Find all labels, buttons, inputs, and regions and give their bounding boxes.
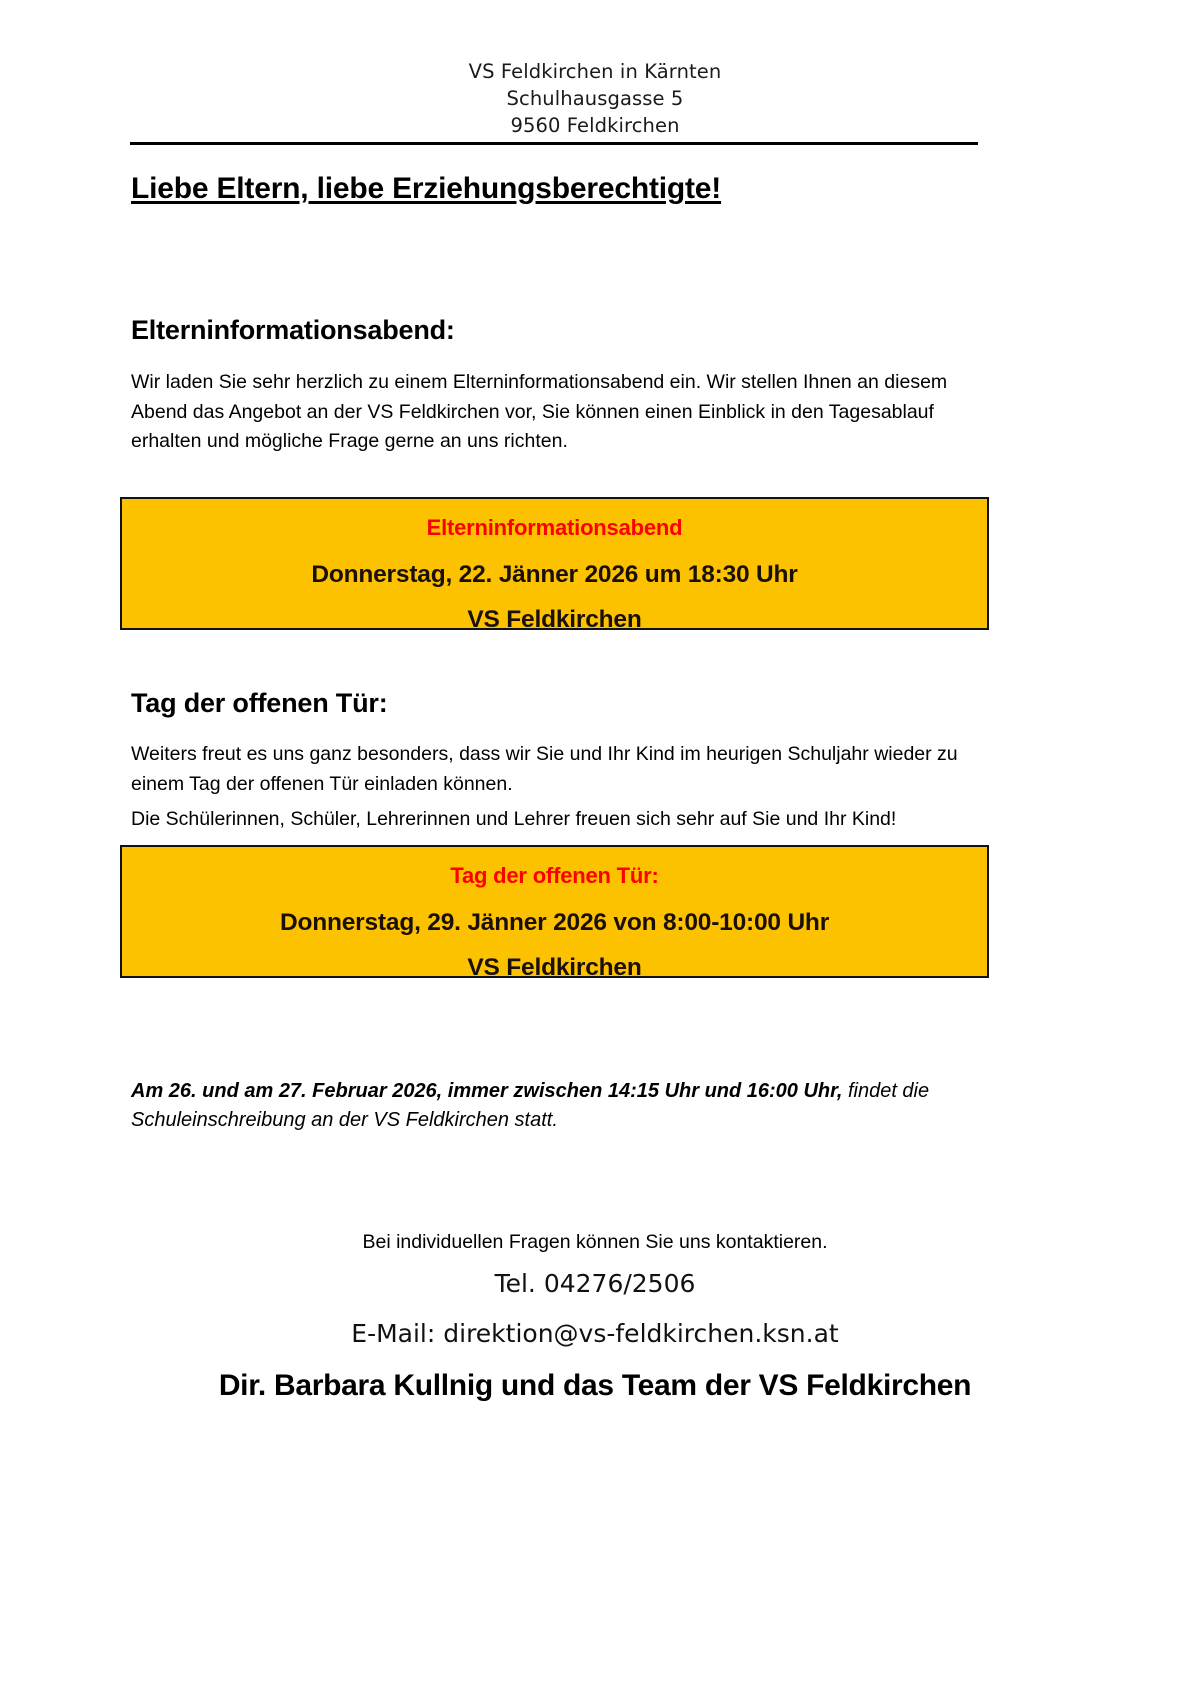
section-heading-parents-evening: Elterninformationsabend: [131, 315, 455, 345]
signature-line: Dir. Barbara Kullnig und das Team der VS Feldkirchen [218, 1369, 972, 1402]
highlight-box-date-open-day: Donnerstag, 29. Jänner 2026 von 8:00-10:00 Uhr [279, 909, 830, 936]
contact-email: E-Mail: direktion@vs-feldkirchen.ksn.at [351, 1319, 839, 1348]
highlight-box-title-open-day: Tag der offenen Tür: [450, 863, 659, 888]
enrollment-note [131, 1077, 991, 1135]
highlight-box-location-open-day: VS Feldkirchen [467, 954, 642, 981]
contact-telephone: Tel. 04276/2506 [494, 1269, 696, 1298]
highlight-box-date-parents-evening: Donnerstag, 22. Jänner 2026 um 18:30 Uhr [311, 561, 798, 588]
header-divider [130, 142, 978, 145]
letterhead-city: 9560 Feldkirchen [510, 114, 680, 137]
letterhead-school-name: VS Feldkirchen in Kärnten [468, 60, 722, 83]
enrollment-note-bold: Am 26. und am 27. Februar 2026, immer zwischen 14:15 Uhr und 16:00 Uhr, [131, 1080, 843, 1102]
paragraph-open-day-1: Weiters freut es uns ganz besonders, dass wir Sie und Ihr Kind im heurigen Schuljahr wieder zu einem Tag der offenen Tür einladen können. [131, 743, 958, 795]
highlight-box-title-parents-evening: Elterninformationsabend [426, 515, 683, 540]
highlight-box-parents-evening [120, 497, 989, 633]
section-heading-open-day: Tag der offenen Tür: [131, 688, 388, 718]
contact-note: Bei individuellen Fragen können Sie uns kontaktieren. [362, 1231, 828, 1253]
enrollment-note-rest: findet die Schuleinschreibung an der VS Feldkirchen statt. [131, 1080, 930, 1131]
page-title: Liebe Eltern, liebe Erziehungsberechtigte! [131, 172, 722, 205]
letterhead-street: Schulhausgasse 5 [506, 87, 684, 110]
highlight-box-open-day [120, 845, 989, 981]
letterhead [0, 58, 1190, 139]
paragraph-parents-evening: Wir laden Sie sehr herzlich zu einem Elterninformationsabend ein. Wir stellen Ihnen an diesem Abend das Angebot an der VS Feldkirchen vor, Sie können einen Einblick in den Tagesablauf erhalten und mögliche Frage gerne an uns richten. [131, 371, 948, 452]
highlight-box-location-parents-evening: VS Feldkirchen [467, 606, 642, 633]
paragraph-open-day-2: Die Schülerinnen, Schüler, Lehrerinnen und Lehrer freuen sich sehr auf Sie und Ihr Kind! [131, 808, 897, 830]
